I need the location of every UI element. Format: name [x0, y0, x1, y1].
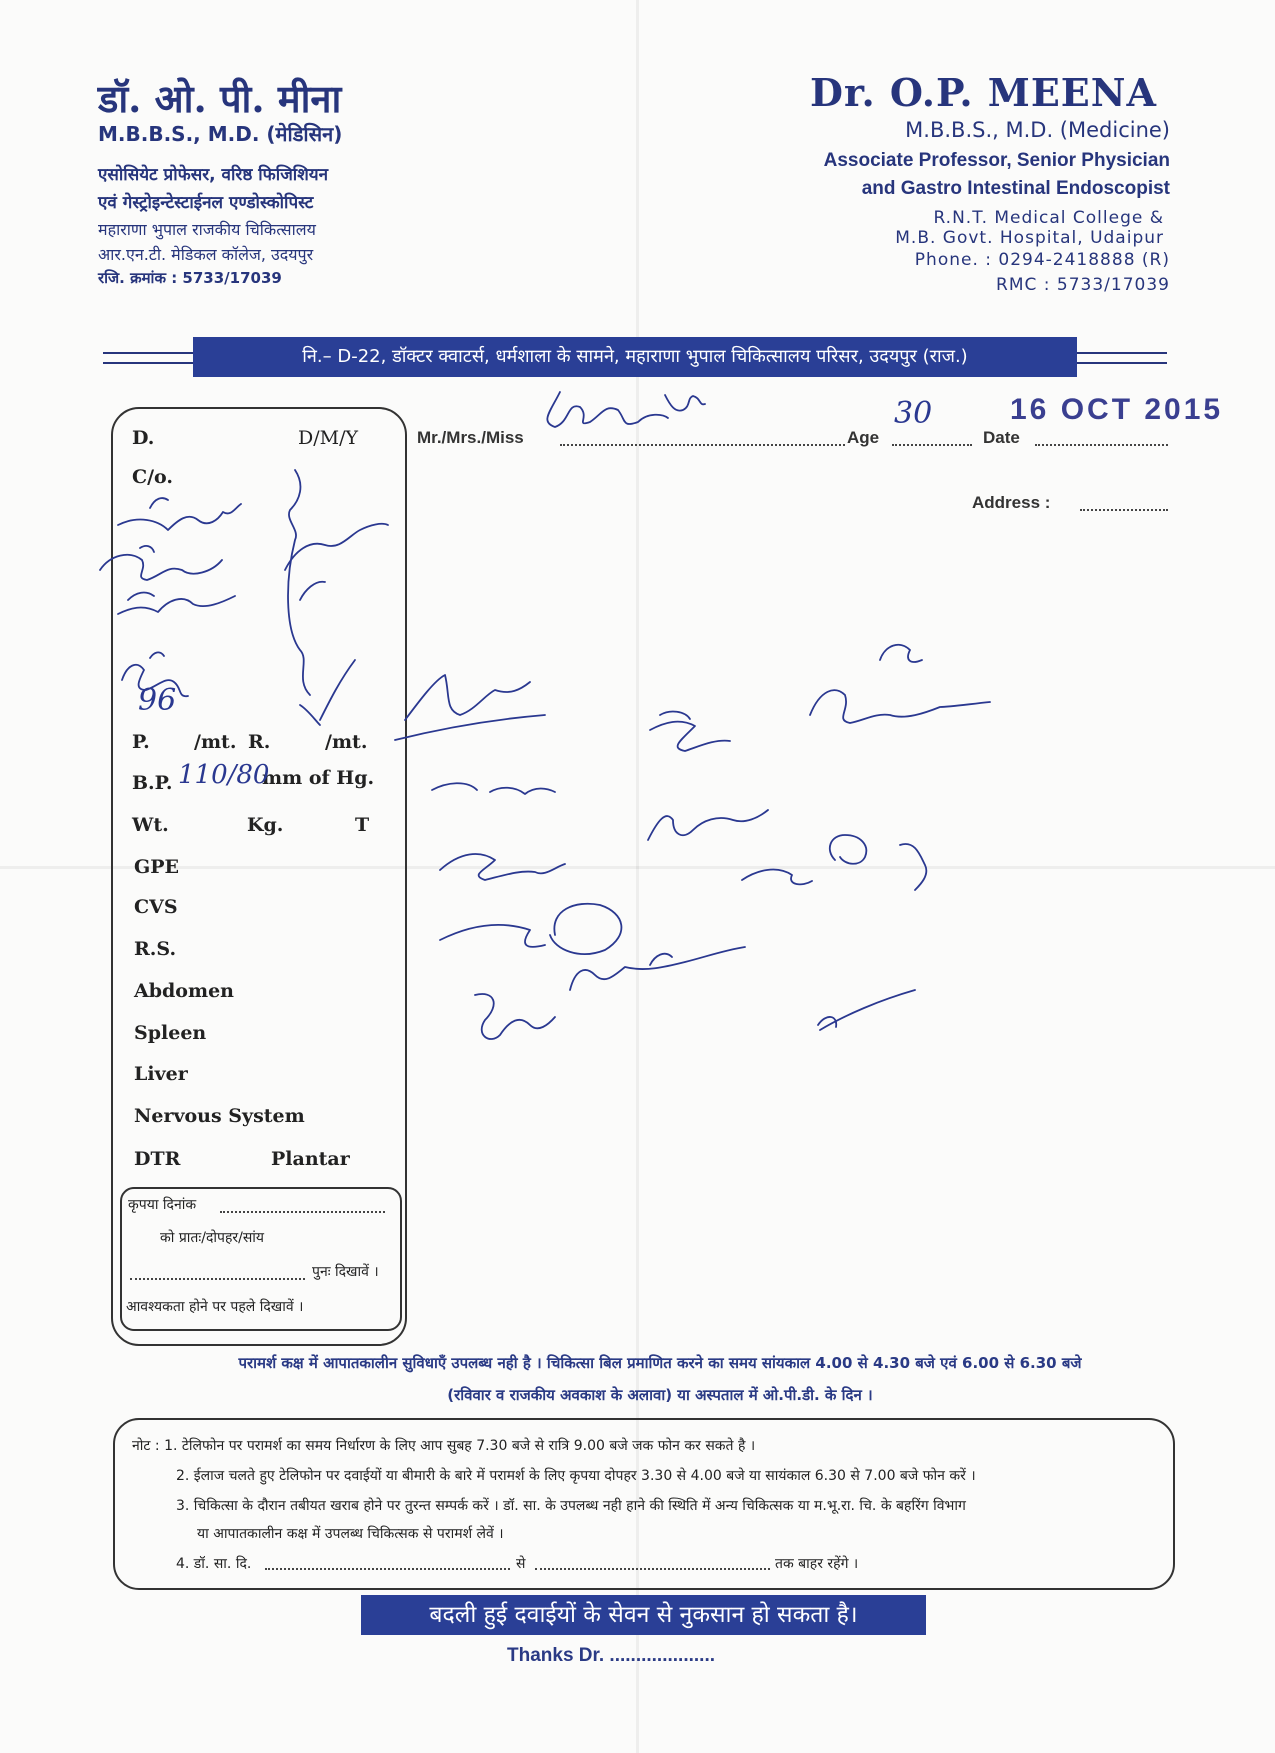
note-1: नोट : 1. टेलिफोन पर परामर्श का समय निर्धारण के लिए आप सुबह 7.30 बजे से रात्रि 9.00 बजे जक फोन कर सकते है ।	[132, 1438, 756, 1454]
scribble-co-3	[118, 593, 235, 614]
label-pulse-unit: /mt.	[194, 731, 237, 753]
thanks-line: Thanks Dr. ....................	[507, 1645, 715, 1666]
scribble-bracket	[288, 470, 310, 695]
recall-show-again: पुनः दिखावें ।	[312, 1264, 379, 1280]
designation-english-1: Associate Professor, Senior Physician	[823, 150, 1170, 171]
note-2: 2. ईलाज चलते हुए टेलिफोन पर दवाईयों या बीमारी के बारे में परामर्श के लिए कृपया दोपहर 3.30 से 4.00 बजे या सायंकाल 6.30 से 7.00 बजे फोन करें ।	[176, 1468, 976, 1484]
label-spleen: Spleen	[134, 1022, 207, 1044]
recall-date-label: कृपया दिनांक	[128, 1197, 197, 1213]
age-handwritten: 30	[894, 396, 933, 431]
label-cvs: CVS	[134, 896, 178, 918]
note-3a: 3. चिकित्सा के दौरान तबीयत खराब होने पर तुरन्त सम्पर्क करें । डॉ. सा. के उपलब्ध नही हाने की स्थिति में अन्य चिकित्सक या म.भू.रा. चि. के बहरिंग विभाग	[176, 1498, 966, 1514]
label-d: D.	[132, 427, 155, 449]
notice-line-1: परामर्श कक्ष में आपातकालीन सुविधाएँ उपलब्ध नही है । चिकित्सा बिल प्रमाणित करने का समय सांयकाल 4.00 से 4.30 बजे एवं 6.00 से 6.30 बजे	[238, 1354, 1082, 1372]
recall-time-label: को प्रातः/दोपहर/सांय	[160, 1230, 265, 1246]
address-label: Address :	[972, 493, 1051, 512]
label-kg: Kg.	[247, 814, 284, 836]
label-co: C/o.	[132, 466, 174, 488]
clinic-address-band: नि.– D-22, डॉक्टर क्वाटर्स, धर्मशाला के सामने, महाराणा भुपाल चिकित्सालय परिसर, उदयपुर (राज.)	[193, 337, 1077, 377]
scribble-rx-5	[475, 947, 745, 1039]
scribble-rx-9	[818, 990, 915, 1030]
hospital-english: M.B. Govt. Hospital, Udaipur	[895, 228, 1164, 248]
note-4-dots-1	[265, 1568, 510, 1570]
scribble-rx-2	[432, 783, 555, 794]
scribble-rx-7	[810, 645, 990, 723]
age-label: Age	[847, 428, 880, 447]
scribble-co-4	[122, 652, 188, 696]
degree-hindi: M.B.B.S., M.D. (मेडिसिन)	[98, 122, 343, 146]
label-abdomen: Abdomen	[134, 980, 234, 1002]
label-gpe: GPE	[134, 856, 179, 878]
college-hindi: आर.एन.टी. मेडिकल कॉलेज, उदयपुर	[98, 245, 314, 264]
hospital-hindi: महाराणा भुपाल राजकीय चिकित्सालय	[98, 220, 316, 239]
label-weight: Wt.	[132, 814, 169, 836]
note-4-suffix: तक बाहर रहेंगे ।	[775, 1556, 859, 1572]
label-plantar: Plantar	[271, 1148, 350, 1170]
label-bp-unit: mm of Hg.	[262, 767, 375, 789]
label-dmy: D/M/Y	[298, 427, 359, 449]
scribble-rx-6	[650, 712, 730, 751]
warning-band: बदली हुई दवाईयों के सेवन से नुकसान हो सकता है।	[361, 1595, 926, 1635]
note-4-dots-2	[535, 1568, 770, 1570]
scribble-rx-1	[395, 675, 545, 740]
label-bp: B.P.	[132, 772, 173, 794]
bp-handwritten: 110/80	[178, 760, 270, 790]
patient-name-label: Mr./Mrs./Miss	[417, 428, 524, 447]
scribble-rx-8	[648, 810, 926, 890]
phone-english: Phone. : 0294-2418888 (R)	[914, 250, 1170, 270]
recall-early-visit: आवश्यकता होने पर पहले दिखावें ।	[126, 1299, 304, 1315]
designation-english-2: and Gastro Intestinal Endoscopist	[861, 178, 1170, 199]
scribble-rx-4	[440, 904, 621, 954]
scribble-rx-3	[440, 854, 565, 880]
label-resp-unit: /mt.	[325, 731, 368, 753]
note-4-prefix: 4. डॉ. सा. दि.	[176, 1556, 252, 1572]
date-stamp: 16 OCT 2015	[1010, 393, 1224, 426]
doctor-name-hindi: डॉ. ओ. पी. मीना	[98, 76, 342, 121]
date-label: Date	[983, 428, 1020, 447]
college-english: R.N.T. Medical College &	[933, 208, 1164, 228]
note-3b: या आपातकालीन कक्ष में उपलब्ध चिकित्सक से परामर्श लेवें ।	[197, 1526, 504, 1542]
label-rs: R.S.	[134, 938, 177, 960]
notice-line-2: (रविवार व राजकीय अवकाश के अलावा) या अस्पताल में ओ.पी.डी. के दिन ।	[447, 1386, 873, 1404]
label-liver: Liver	[134, 1063, 188, 1085]
scribble-co-2	[100, 546, 222, 580]
count-handwritten: 96	[138, 683, 177, 718]
label-dtr: DTR	[134, 1148, 181, 1170]
rmc-english: RMC : 5733/17039	[996, 275, 1170, 295]
designation-hindi-2: एवं गेस्ट्रोइन्टेस्टाईनल एण्डोस्कोपिस्ट	[98, 193, 314, 213]
scribble-right-co	[285, 524, 388, 600]
registration-hindi: रजि. क्रमांक : 5733/17039	[98, 269, 282, 287]
label-nervous-system: Nervous System	[134, 1105, 305, 1127]
note-4-from: से	[516, 1556, 526, 1572]
doctor-name-english: Dr. O.P. MEENA	[809, 70, 1157, 115]
scribble-co-1	[118, 498, 241, 530]
designation-hindi-1: एसोसियेट प्रोफेसर, वरिष्ठ फिजिशियन	[98, 165, 329, 185]
label-temp: T	[355, 814, 370, 836]
scribble-patient-name	[547, 392, 705, 427]
label-resp: R.	[248, 731, 271, 753]
degree-english: M.B.B.S., M.D. (Medicine)	[905, 118, 1170, 142]
label-pulse: P.	[132, 731, 150, 753]
